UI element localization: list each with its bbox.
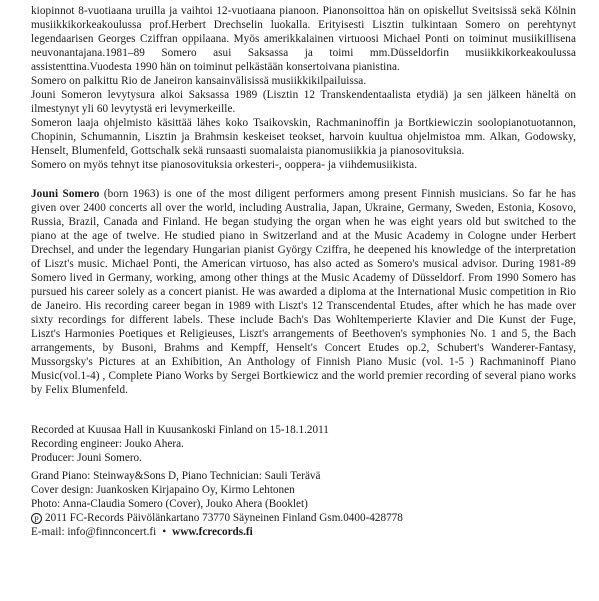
finnish-paragraph-4: Someron laaja ohjelmisto käsittää lähes koko Tsaikovskin, Rachmaninoffin ja Bortkiewiczin soolopianotuotannon, Chopinin, Schumannin, Lisztin ja Brahmsin keskeiset teokset, harvoin kuultua ohjelmistoa mm. Alkan, Godowsky, Henselt, Blumenfeld, Gottschalk sekä runsaasti suomalaista pianomusiikkia ja pianosovituksia. [31,117,576,157]
copyright-line [31,511,576,525]
engineer-line: Recording engineer: Jouko Ahera. [31,438,184,450]
cover-design-line: Cover design: Juankosken Kirjapaino Oy, Kirmo Lehtonen [31,484,295,496]
artist-name: Jouni Somero [31,188,100,200]
credits-section [31,423,576,539]
finnish-paragraph-2: Somero on palkittu Rio de Janeiron kansainvälisissä musiikkikilpailuissa. [31,75,367,87]
producer-line: Producer: Jouni Somero. [31,452,142,464]
contact-line [31,525,576,539]
finnish-biography [31,4,576,172]
recorded-line: Recorded at Kuusaa Hall in Kuusankoski Finland on 15-18.1.2011 [31,424,329,436]
copyright-text: 2011 FC-Records Päivölänkartano 73770 Säyneinen Finland Gsm.0400-428778 [45,512,403,524]
english-biography [31,187,576,397]
finnish-paragraph-5: Somero on myös tehnyt itse pianosovituksia orkesteri-, ooppera- ja viihdemusiikista. [31,159,418,171]
email-link[interactable]: E-mail: info@finnconcert.fi [31,526,157,538]
photo-line: Photo: Anna-Claudia Somero (Cover), Jouko Ahera (Booklet) [31,498,308,510]
piano-line: Grand Piano: Steinway&Sons D, Piano Technician: Sauli Terävä [31,470,321,482]
booklet-page [31,4,576,539]
english-biography-text: (born 1963) is one of the most diligent performers among present Finnish musicians. So far he has given over 2400 concerts all over the world, including Australia, Japan, Ukraine, Germany, Sweden, Estonia, Kosovo, Russia, Brazil, Canada and Finland. He began studying the organ when he was eight years old but switched to the piano at the age of twelve. He studied piano in Switzerland and at the Music Academy in Cologne under Herbert Drechsel, and under the legendary Hungarian pianist György Cziffra, he deepened his knowledge of the interpretation of Liszt's music. Michael Ponti, the American virtuoso, has also acted as Somero's musical advisor. During 1981-89 Somero lived in Germany, working, among other things at the Music Academy of Düsseldorf. From 1990 Somero has pursued his career solely as a concert pianist. He was awarded a diploma at the International Music competition in Rio de Janeiro. His recording career began in 1989 with Liszt's 12 Transcendental Etudes, after which he has made over sixty recordings for different labels. These include Bach's Das Wohltemperierte Klavier and Die Kunst der Fuge, Liszt's Harmonies Poetiques et Religieuses, Liszt's arrangements of Beethoven's symphonies No. 1 and 5, the Bach arrangements, by Busoni, Brahms and Kempff, Henselt's Concert Etudes op.2, Schubert's Wanderer-Fantasy, Mussorgsky's Pictures at an Exhibition, An Anthology of Finnish Piano Music (vol. 1-5 ) Rachmaninoff Piano Music(vol.1-4) , Complete Piano Works by Sergei Bortkiewicz and the world premier recording of several piano works by Felix Blumenfeld. [31,188,576,396]
finnish-paragraph-3: Jouni Someron levytysura alkoi Saksassa 1989 (Lisztin 12 Transkendentaalista etydiä) ja sen jälkeen häneltä on ilmestynyt yli 60 levytystä eri levymerkeille. [31,89,576,115]
bullet-separator: • [162,526,167,538]
website-link[interactable]: www.fcrecords.fi [172,526,253,538]
finnish-paragraph-1: kiopinnot 8-vuotiaana uruilla ja vaihtoi 12-vuotiaana pianoon. Pianonsoittoa hän on opiskellut Sveitsissä sekä Kölnin musiikkikorkeakoulussa prof.Herbert Drechselin luokalla. Erityisesti Lisztin tulkintaan Somero on perehtynyt legendaarisen Georges Cziffran oppilaana. Myös amerikkalainen virtuoosi Michael Ponti on toiminut musiikillisena neuvonantajana.1981–89 Somero asui Saksassa ja toimi mm.Düsseldorfin musiikkikorkeakoulussa assistenttina.Vuodesta 1990 hän on toiminut pelkästään konsertoivana pianistina. [31,5,576,73]
phonogram-icon: P [31,513,42,524]
